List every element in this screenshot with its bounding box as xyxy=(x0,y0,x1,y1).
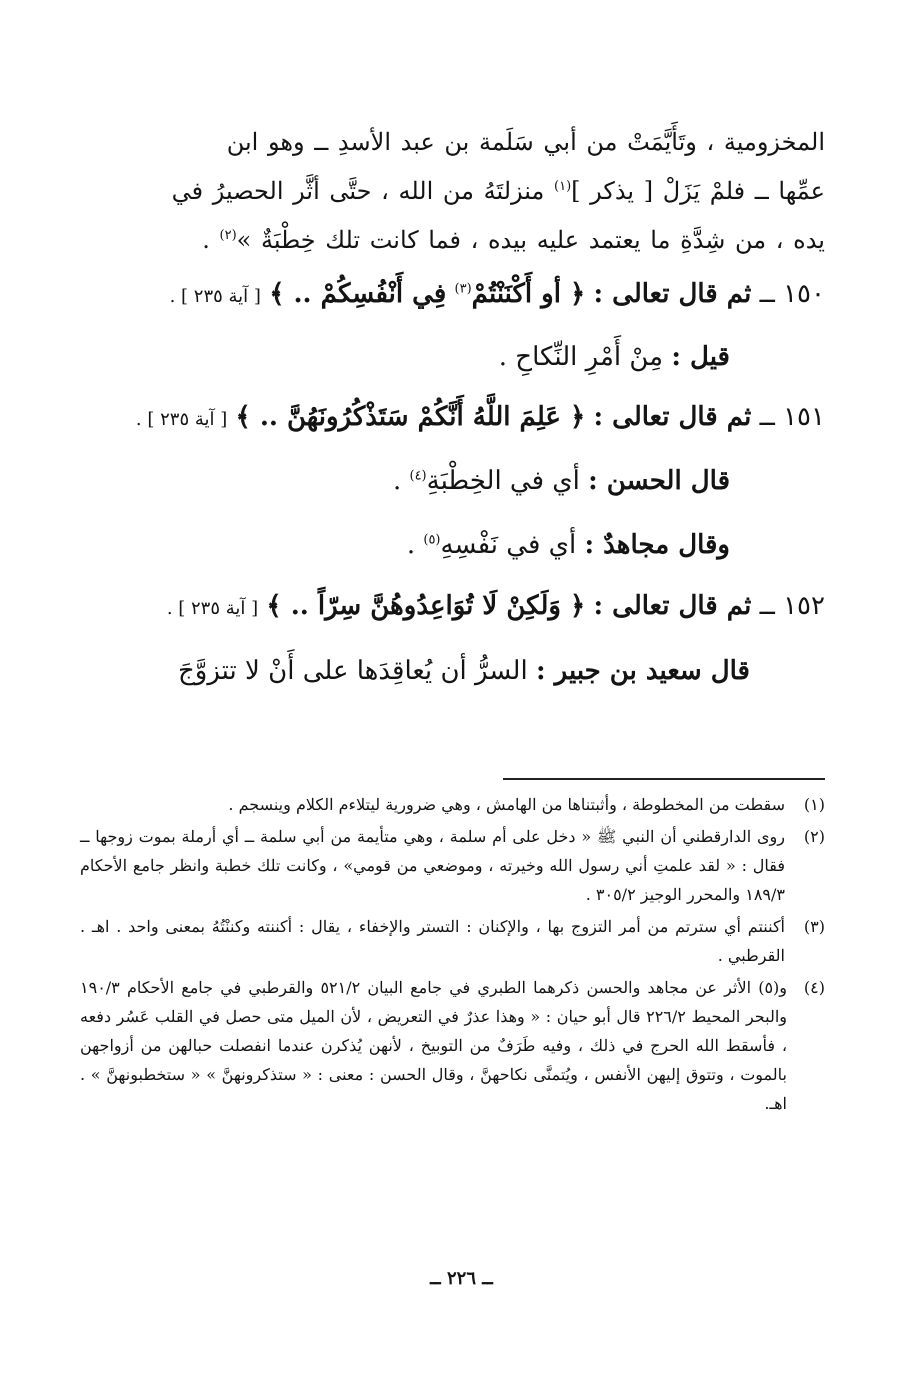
footnote-ref-2[interactable]: (٢) xyxy=(219,228,237,243)
footnote-ref-1[interactable]: (١) xyxy=(554,179,572,194)
entry-151-hasan: قال الحسن : أي في الخِطْبَةِ$^{(٤)}$ . xyxy=(392,466,730,496)
ayah-reference: [ آية ٢٣٥ ] . xyxy=(135,409,228,430)
verse-text: ﴿ أو أَكْنَنْتُمْ xyxy=(471,279,586,309)
footnote-number: (٣) xyxy=(803,917,825,936)
footnote-1 xyxy=(80,790,825,819)
footnote-number: (٢) xyxy=(803,827,825,846)
page-number: ــ ٢٢٦ ــ xyxy=(430,1268,493,1289)
comment-text: أي في نَفْسِهِ xyxy=(440,530,577,560)
footnote-text: أكننتم أي سترتم من أمر التزوج بها ، والإكنان : التستر والإخفاء ، يقال : أكننته وكننْتُهُ بمعنى واحد . اهـ . القرطبي . xyxy=(80,917,785,965)
footnote-text: روى الدارقطني أن النبي ﷺ « دخل على أم سلمة ، وهي متأيمة من أبي سلمة ــ أي أرملة بموت زوجها ــ فقال : « لقد علمتِ أني رسول الله وخيرته ، وموضعي من قومي» ، وكانت تلك خطبة وانظر جامع الأحكام ١٨٩/٣ والمحرر الوجيز ٣٠٥/٢ . xyxy=(80,827,786,904)
speaker: قال سعيد بن جبير : xyxy=(535,656,750,686)
footnote-ref-5[interactable]: (٥) xyxy=(423,532,441,548)
footnote-4 xyxy=(80,973,825,1118)
verse-text: ﴿ عَلِمَ اللَّهُ أَنَّكُمْ سَتَذْكُرُونَهُنَّ .. ﴾ xyxy=(235,402,586,432)
entry-lead: ثم قال تعالى : xyxy=(593,402,752,432)
entry-151-mujahid: وقال مجاهدٌ : أي في نَفْسِهِ$^{(٥)}$ . xyxy=(406,530,730,560)
main-text xyxy=(60,118,825,702)
footnote-3 xyxy=(80,912,825,970)
entry-number: ١٥٢ ــ xyxy=(759,591,825,621)
footnote-text: سقطت من المخطوطة ، وأثبتناها من الهامش ، وهي ضرورية ليتلاءم الكلام وينسجم . xyxy=(228,795,785,814)
entry-152 xyxy=(60,577,825,638)
entry-150-comment xyxy=(60,326,825,388)
intro-line-1: المخزومية ، وتَأَيَّمَتْ من أبي سَلَمة بن عبد الأسدِ ــ وهو ابن xyxy=(226,128,825,156)
comment-text: مِنْ أَمْرِ النِّكاحِ . xyxy=(498,342,664,372)
entry-number: ١٥١ ــ xyxy=(759,402,825,432)
intro-paragraph xyxy=(60,118,825,265)
entry-lead: ثم قال تعالى : xyxy=(593,279,752,309)
ayah-reference: [ آية ٢٣٥ ] . xyxy=(169,286,261,307)
footnote-number: (١) xyxy=(803,795,825,814)
entry-152-comment xyxy=(60,640,825,702)
speaker: وقال مجاهدٌ : xyxy=(584,530,730,560)
verse-text: ﴿ وَلَكِنْ لَا تُوَاعِدُوهُنَّ سِرّاً .. ﴾ xyxy=(266,591,586,621)
entry-lead: ثم قال تعالى : xyxy=(593,591,752,621)
verse-text-continued: فِي أَنْفُسِكُمْ .. ﴾ xyxy=(269,279,447,309)
footnote-2 xyxy=(80,822,825,909)
entry-151 xyxy=(60,388,825,449)
intro-line-2: عمِّها ــ فلمْ يَزَلْ [ يذكر ]$^{(١)}$ منزلتَهُ من الله ، حتَّى أثَّر الحصيرُ في xyxy=(171,177,825,205)
footnote-number: (٤) xyxy=(803,978,825,997)
footnote-text: و(٥) الأثر عن مجاهد والحسن ذكرهما الطبري في جامع البيان ٥٢١/٢ والقرطبي في جامع الأحكام ١٩٠/٣ والبحر المحيط ٢٢٦/٢ قال أبو حيان : « وهذا عذرٌ في التعريض ، لأن الميل متى حصل في القلب عَسُر دفعه ، فأسقط الله الحرج في ذلك ، وفيه طَرَفٌ من التوبيخ ، لأنهن يُذكرن عندما انفصلت حبالهن من أزواجهن بالموت ، وتتوق إليهن الأنفس ، ويُتمنَّى نكاحهنَّ ، وقال الحسن : معنى : « ستذكرونهنَّ » « ستخطبونهنَّ » . اهـ. xyxy=(80,978,787,1113)
footnotes xyxy=(80,790,825,1121)
comment-text: السرُّ أن يُعاقِدَها على أَنْ لا تتزوَّجَ xyxy=(178,656,528,686)
footnote-ref-4[interactable]: (٤) xyxy=(409,468,427,484)
ayah-reference: [ آية ٢٣٥ ] . xyxy=(166,598,259,619)
speaker: قال الحسن : xyxy=(588,466,730,496)
speaker: قيل : xyxy=(671,342,730,372)
footnote-ref-3[interactable]: (٣) xyxy=(454,281,472,297)
comment-text: أي في الخِطْبَةِ xyxy=(426,466,580,496)
intro-line-3: يده ، من شِدَّةِ ما يعتمد عليه بيده ، فما كانت تلك خِطْبَةٌ »$^{(٢)}$ . xyxy=(202,226,825,254)
entry-150 xyxy=(60,265,825,326)
entry-number: ١٥٠ ــ xyxy=(759,279,825,309)
footnote-divider xyxy=(503,778,825,780)
